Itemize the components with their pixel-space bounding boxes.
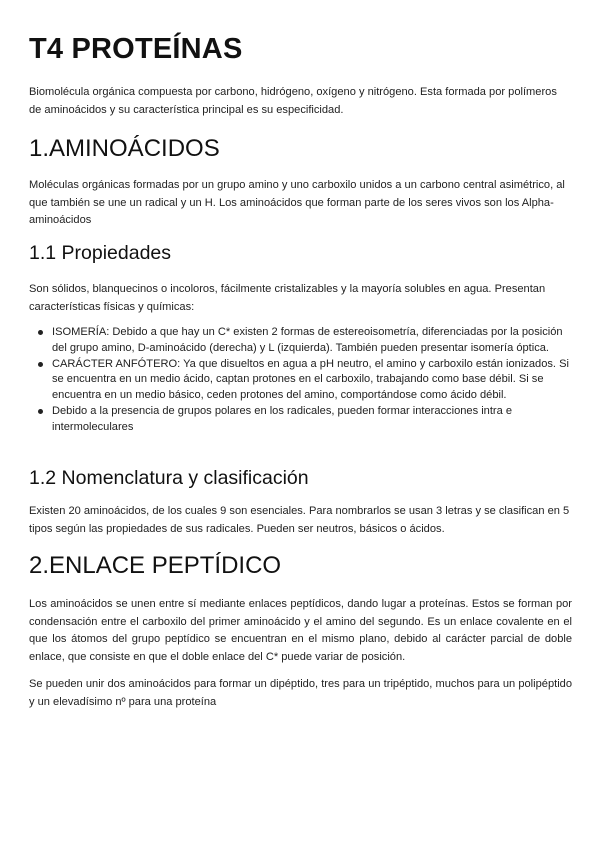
intro-paragraph: Biomolécula orgánica compuesta por carbono, hidrógeno, oxígeno y nitrógeno. Esta formada por polímeros de aminoácidos y su característica principal es su especificidad. [29,86,557,116]
bullet-icon [38,362,43,367]
section-heading-aminoacidos: 1.AMINOÁCIDOS [29,135,220,162]
list-item-text: ISOMERÍA: Debido a que hay un C* existen 2 formas de estereoisometría, diferenciadas por la posición del grupo amino, D-aminoácido (derecha) y L (izquierda). También pueden presentar isomería óptica. [52,326,563,354]
propiedades-paragraph: Son sólidos, blanquecinos o incoloros, fácilmente cristalizables y la mayoría solubles en agua. Presentan características físicas y químicas: [29,283,546,313]
list-item [29,325,572,356]
page-title: T4 PROTEÍNAS [29,33,243,65]
list-item-text: CARÁCTER ANFÓTERO: Ya que disueltos en agua a pH neutro, el amino y carboxilo están ionizados. Si se encuentra en un medio ácido, captan protones en el carboxilo, trabajando como base débil. Si se encuentra en un medio básico, ceden protones del amino, comportándose como ácido débil. [52,357,569,401]
section-heading-enlace-peptidico: 2.ENLACE PEPTÍDICO [29,552,282,579]
enlace-paragraph-2: Se pueden unir dos aminoácidos para formar un dipéptido, tres para un tripéptido, muchos para un polipéptido y un elevadísimo nº para una proteína [29,678,572,708]
bullet-icon [38,409,43,414]
subsection-heading-nomenclatura: 1.2 Nomenclatura y clasificación [29,467,309,489]
aminoacidos-paragraph: Moléculas orgánicas formadas por un grupo amino y uno carboxilo unidos a un carbono central asimétrico, al que también se une un radical y un H. Los aminoácidos que forman parte de los seres vivos son los Alpha-aminoácidos [29,179,565,226]
list-item-text: Debido a la presencia de grupos polares en los radicales, pueden formar interacciones intra e intermoleculares [52,404,513,433]
subsection-heading-propiedades: 1.1 Propiedades [29,242,172,264]
list-item [29,404,572,435]
bullet-icon [38,330,43,335]
list-item [29,357,572,404]
enlace-paragraph-1: Los aminoácidos se unen entre sí mediante enlaces peptídicos, dando lugar a proteínas. Estos se forman por condensación entre el carboxilo del primer aminoácido y el amino del segundo. Es un enlace covalente en el que los átomos del grupo peptídico se encuentran en el mismo plano, debido al carácter parcial de doble enlace, que consiste en que el doble enlace del C* puede variar de posición. [29,598,572,663]
propiedades-list [29,325,572,436]
nomenclatura-paragraph: Existen 20 aminoácidos, de los cuales 9 son esenciales. Para nombrarlos se usan 3 letras y se clasifican en 5 tipos según las propiedades de sus radicales. Pueden ser neutros, básicos o ácidos. [29,505,570,535]
